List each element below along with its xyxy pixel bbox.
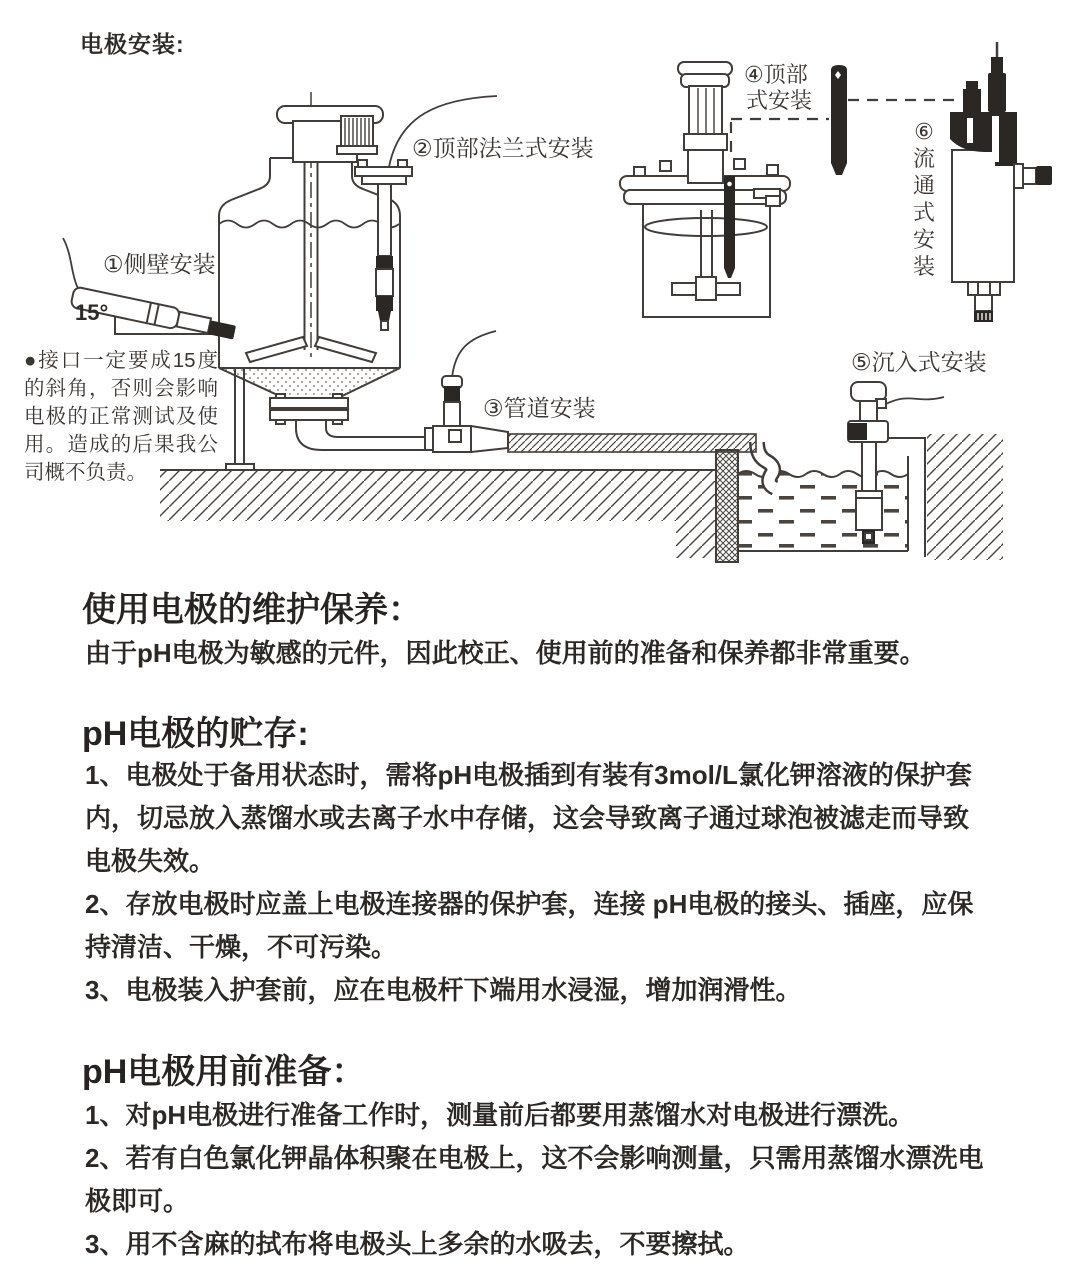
main-tank xyxy=(219,92,433,470)
label-top-flange-install: ②顶部法兰式安装 xyxy=(412,135,594,161)
text-line: 2、存放电极时应盖上电极连接器的保护套，连接 pH电极的接头、插座，应保 xyxy=(85,889,974,919)
label-top-mount-line2: 式安装 xyxy=(746,88,813,113)
preparation-list xyxy=(85,1094,983,1266)
warning-note: ●接口一定要成15度的斜角，否则会影响电极的正常测试及使用。造成的后果我公司概不负责。 xyxy=(24,349,218,484)
text-line: 持清洁、干燥，不可污染。 xyxy=(85,932,398,962)
heading-preparation: pH电极用前准备： xyxy=(82,1053,366,1091)
text-line: 内，切忌放入蒸馏水或去离子水中存储，这会导致离子通过球泡被滤走而导致 xyxy=(85,803,970,833)
maintenance-text: 由于pH电极为敏感的元件，因此校正、使用前的准备和保养都非常重要。 xyxy=(85,638,926,668)
text-line: 1、电极处于备用状态时，需将pH电极插到有装有3mol/L氯化钾溶液的保护套 xyxy=(85,760,972,790)
heading-maintenance: 使用电极的维护保养： xyxy=(82,591,422,629)
text-line: 3、用不含麻的拭布将电极头上多余的水吸去，不要擦拭。 xyxy=(85,1229,750,1259)
text-line: 3、电极装入护套前，应在电极杆下端用水浸湿，增加润滑性。 xyxy=(85,975,802,1005)
text-line: 1、对pH电极进行准备工作时，测量前后都要用蒸馏水对电极进行漂洗。 xyxy=(85,1100,915,1130)
flow-through-cell xyxy=(950,42,1052,322)
heading-storage: pH电极的贮存: xyxy=(82,715,309,753)
installation-diagram xyxy=(0,0,1080,575)
label-side-wall-install: ①侧壁安装 xyxy=(103,251,216,277)
label-top-mount-line1: ④顶部 xyxy=(744,62,808,87)
text-line: 2、若有白色氯化钾晶体积聚在电极上，这不会影响测量，只需用蒸馏水漂洗电 xyxy=(85,1143,984,1173)
label-angle-15: 15° xyxy=(75,300,109,325)
text-line: 电极失效。 xyxy=(85,846,216,876)
label-flow-through-install: ⑥流通式安装 xyxy=(912,119,935,279)
page-title: 电极安装: xyxy=(80,31,185,57)
sump-basin xyxy=(716,438,925,562)
label-pipe-install: ③管道安装 xyxy=(483,395,596,421)
storage-list xyxy=(85,754,973,1012)
text-line: 极即可。 xyxy=(85,1186,190,1216)
label-submerged-install: ⑤沉入式安装 xyxy=(851,349,987,375)
